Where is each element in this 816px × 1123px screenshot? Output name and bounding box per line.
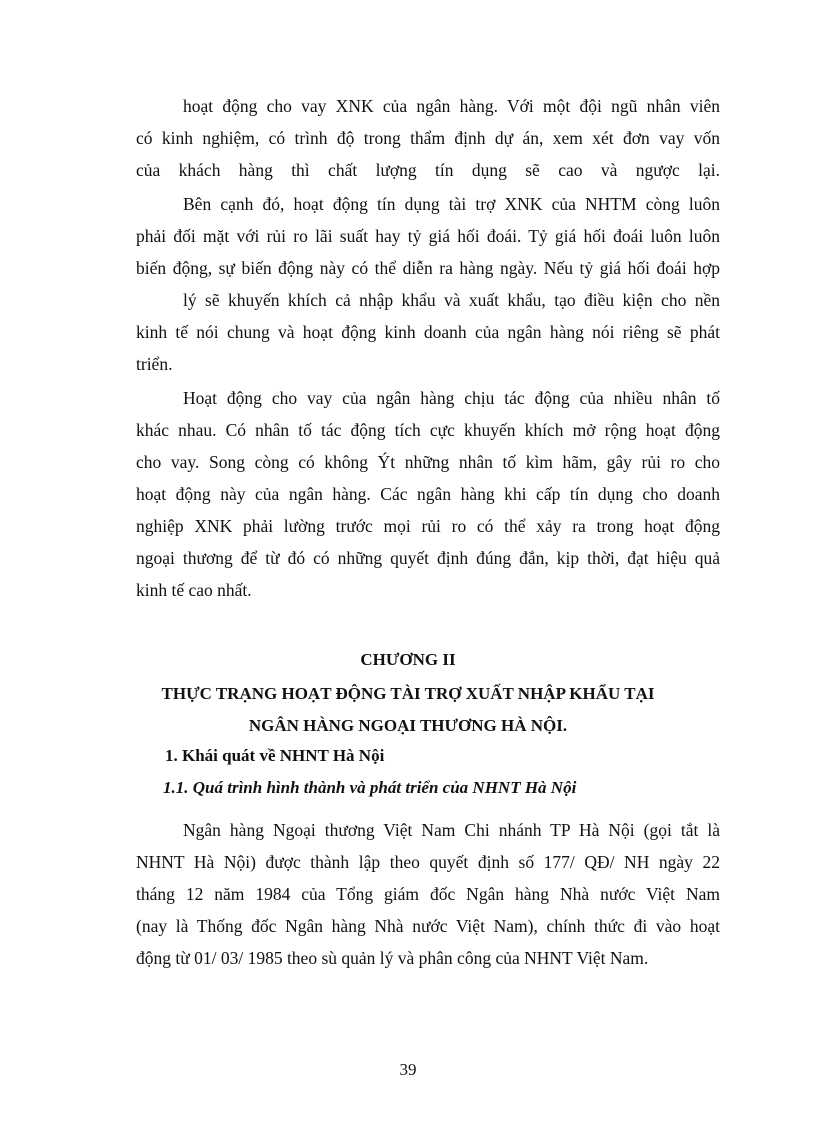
paragraph-line: Hoạt động cho vay của ngân hàng chịu tác động của nhiều nhân tố (183, 388, 720, 408)
chapter-label: CHƯƠNG II (360, 650, 456, 669)
paragraph-line: (nay là Thống đốc Ngân hàng Nhà nước Việt Nam), chính thức đi vào hoạt (136, 916, 720, 936)
paragraph-line: ngoại thương để từ đó có những quyết định đúng đắn, kịp thời, đạt hiệu quả (136, 548, 720, 568)
paragraph-line: có kinh nghiệm, có trình độ trong thẩm định dự án, xem xét đơn vay vốn (136, 128, 720, 148)
paragraph-line: Ngân hàng Ngoại thương Việt Nam Chi nhánh TP Hà Nội (gọi tắt là (183, 820, 720, 840)
paragraph-line: hoạt động này của ngân hàng. Các ngân hàng khi cấp tín dụng cho doanh (136, 484, 720, 504)
section-heading: 1. Khái quát về NHNT Hà Nội (165, 746, 385, 765)
paragraph-line: nghiệp XNK phải lường trước mọi rủi ro có thể xảy ra trong hoạt động (136, 516, 720, 536)
paragraph-line: lý sẽ khuyến khích cả nhập khẩu và xuất khẩu, tạo điều kiện cho nền (183, 290, 720, 310)
paragraph-line: động từ 01/ 03/ 1985 theo sù quản lý và phân công của NHNT Việt Nam. (136, 948, 649, 968)
paragraph-line: biến động, sự biến động này có thể diễn ra hàng ngày. Nếu tỷ giá hối đoái hợp (136, 258, 720, 278)
paragraph-line: phải đối mặt với rủi ro lãi suất hay tỷ giá hối đoái. Tỷ giá hối đoái luôn luôn (136, 226, 720, 246)
chapter-title: NGÂN HÀNG NGOẠI THƯƠNG HÀ NỘI. (248, 716, 568, 735)
paragraph-line: kinh tế cao nhất. (136, 580, 252, 600)
paragraph-line: NHNT Hà Nội) được thành lập theo quyết định số 177/ QĐ/ NH ngày 22 (136, 852, 720, 872)
chapter-title: THỰC TRẠNG HOẠT ĐỘNG TÀI TRỢ XUẤT NHẬP KHẨU TẠI (161, 684, 655, 703)
paragraph-line: triển. (136, 354, 173, 374)
paragraph-line: cho vay. Song còng có không Ýt những nhân tố kìm hãm, gây rủi ro cho (136, 452, 720, 472)
paragraph-line: tháng 12 năm 1984 của Tổng giám đốc Ngân hàng Nhà nước Việt Nam (136, 884, 720, 904)
page-number: 39 (399, 1060, 417, 1079)
paragraph-line: của khách hàng thì chất lượng tín dụng sẽ cao và ngược lại. (136, 160, 720, 180)
paragraph-line: kinh tế nói chung và hoạt động kinh doanh của ngân hàng nói riêng sẽ phát (136, 322, 720, 342)
subsection-heading: 1.1. Quá trình hình thành và phát triển của NHNT Hà Nội (163, 778, 577, 797)
paragraph-line: hoạt động cho vay XNK của ngân hàng. Với một đội ngũ nhân viên (183, 96, 720, 116)
paragraph-line: khác nhau. Có nhân tố tác động tích cực khuyến khích mở rộng hoạt động (136, 420, 720, 440)
paragraph-line: Bên cạnh đó, hoạt động tín dụng tài trợ XNK của NHTM còng luôn (183, 194, 720, 214)
